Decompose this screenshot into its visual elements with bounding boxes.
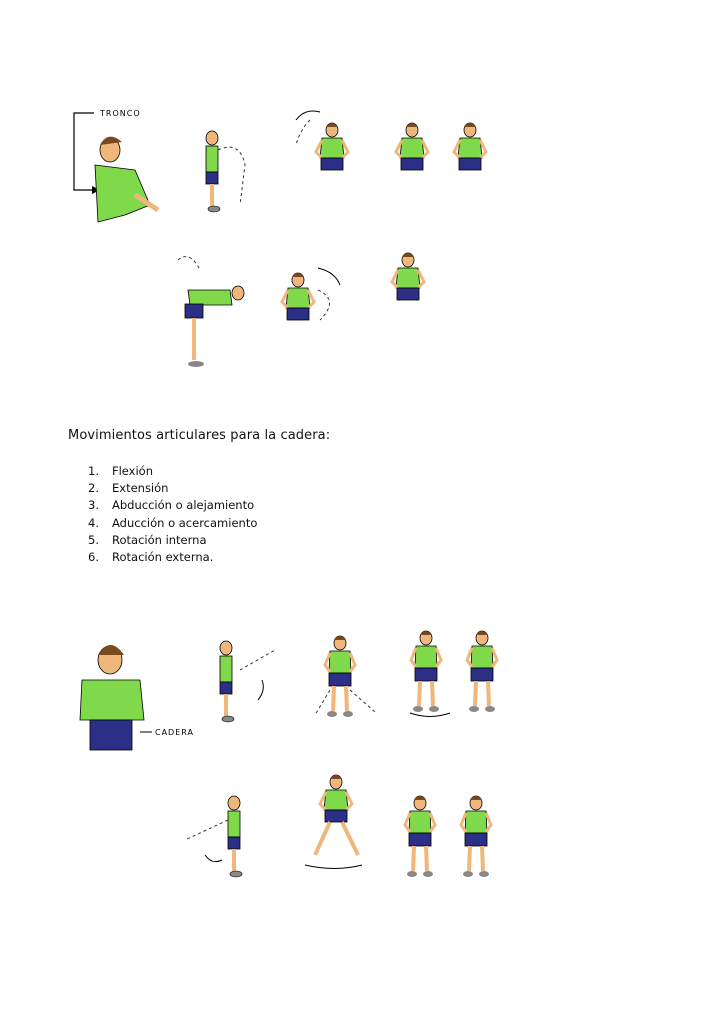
figure-hip-abduction-wide	[305, 775, 362, 869]
list-item: 5. Rotación interna	[88, 532, 207, 547]
tronco-illustration	[74, 109, 158, 222]
figure-hip-rotation-a	[410, 631, 450, 717]
section-heading: Movimientos articulares para la cadera:	[68, 428, 331, 443]
hip-movements-list	[88, 463, 257, 566]
tronco-label: TRONCO	[100, 109, 141, 118]
figure-trunk-circle	[282, 268, 340, 320]
figure-hip-flexion	[220, 641, 275, 722]
list-item: 2. Extensión	[88, 481, 169, 496]
cadera-illustration	[80, 645, 194, 750]
figure-hip-external	[461, 796, 491, 877]
list-item: 3. Abducción o alejamiento	[88, 498, 255, 513]
figure-hip-internal	[405, 796, 435, 877]
list-item: 4. Aducción o acercamiento	[88, 515, 258, 530]
figure-hip-rotation-b	[467, 631, 497, 712]
figure-hip-extension	[185, 796, 242, 877]
cadera-label: CADERA	[155, 728, 194, 737]
figure-trunk-rotation	[396, 123, 428, 170]
figure-trunk-side	[454, 123, 486, 170]
figure-hip-abduction-front	[315, 636, 375, 717]
figure-trunk-flexion	[206, 131, 220, 212]
list-item: 6. Rotación externa.	[88, 549, 214, 564]
figure-trunk-lateral	[296, 111, 348, 170]
figure-trunk-bend-forward	[178, 257, 244, 367]
figure-trunk-tilt	[392, 253, 424, 300]
list-item: 1. Flexión	[88, 464, 154, 478]
